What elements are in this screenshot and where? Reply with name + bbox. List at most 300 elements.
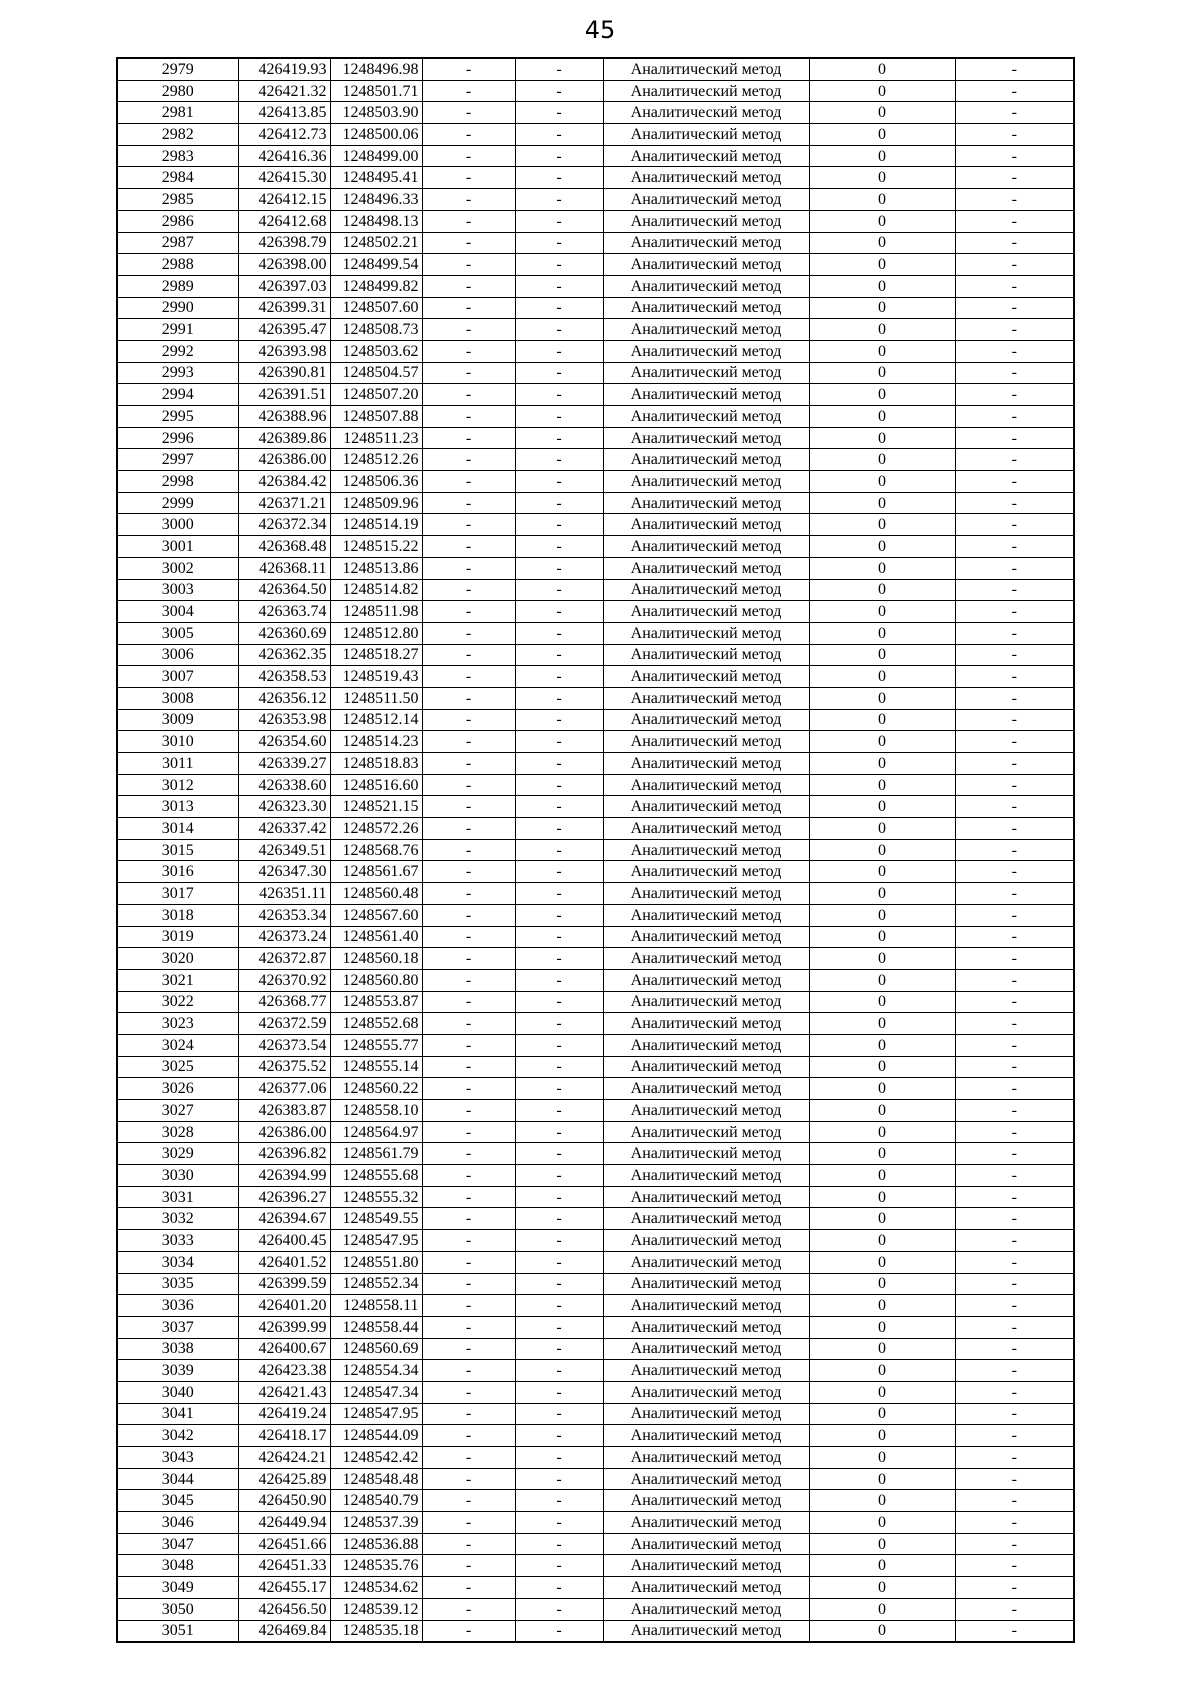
- error-cell: 0: [809, 1251, 955, 1273]
- dash-cell: -: [515, 687, 603, 709]
- error-cell: 0: [809, 1013, 955, 1035]
- point-number-cell: 2985: [117, 189, 238, 211]
- x-coordinate-cell: 426373.24: [238, 926, 330, 948]
- y-coordinate-cell: 1248507.60: [330, 297, 422, 319]
- dash-cell: -: [422, 1577, 515, 1599]
- method-cell: Аналитический метод: [603, 1620, 809, 1642]
- y-coordinate-cell: 1248561.67: [330, 861, 422, 883]
- method-cell: Аналитический метод: [603, 861, 809, 883]
- y-coordinate-cell: 1248503.62: [330, 340, 422, 362]
- dash-cell: -: [515, 1273, 603, 1295]
- dash-cell: -: [515, 1316, 603, 1338]
- dash-cell: -: [422, 1512, 515, 1534]
- dash-cell: -: [955, 601, 1074, 623]
- dash-cell: -: [422, 579, 515, 601]
- method-cell: Аналитический метод: [603, 991, 809, 1013]
- x-coordinate-cell: 426390.81: [238, 362, 330, 384]
- x-coordinate-cell: 426368.77: [238, 991, 330, 1013]
- dash-cell: -: [422, 471, 515, 493]
- table-row: [117, 709, 1074, 731]
- y-coordinate-cell: 1248536.88: [330, 1533, 422, 1555]
- dash-cell: -: [422, 1273, 515, 1295]
- table-row: [117, 536, 1074, 558]
- error-cell: 0: [809, 1381, 955, 1403]
- method-cell: Аналитический метод: [603, 536, 809, 558]
- x-coordinate-cell: 426356.12: [238, 687, 330, 709]
- error-cell: 0: [809, 384, 955, 406]
- dash-cell: -: [422, 948, 515, 970]
- point-number-cell: 3035: [117, 1273, 238, 1295]
- x-coordinate-cell: 426399.59: [238, 1273, 330, 1295]
- method-cell: Аналитический метод: [603, 471, 809, 493]
- table-row: [117, 1620, 1074, 1642]
- dash-cell: -: [955, 275, 1074, 297]
- point-number-cell: 3038: [117, 1338, 238, 1360]
- x-coordinate-cell: 426358.53: [238, 666, 330, 688]
- table-row: [117, 1490, 1074, 1512]
- error-cell: 0: [809, 167, 955, 189]
- x-coordinate-cell: 426363.74: [238, 601, 330, 623]
- x-coordinate-cell: 426337.42: [238, 818, 330, 840]
- method-cell: Аналитический метод: [603, 1165, 809, 1187]
- y-coordinate-cell: 1248564.97: [330, 1121, 422, 1143]
- error-cell: 0: [809, 991, 955, 1013]
- dash-cell: -: [955, 536, 1074, 558]
- error-cell: 0: [809, 427, 955, 449]
- x-coordinate-cell: 426451.66: [238, 1533, 330, 1555]
- method-cell: Аналитический метод: [603, 557, 809, 579]
- method-cell: Аналитический метод: [603, 1403, 809, 1425]
- error-cell: 0: [809, 1425, 955, 1447]
- dash-cell: -: [515, 601, 603, 623]
- error-cell: 0: [809, 601, 955, 623]
- y-coordinate-cell: 1248501.71: [330, 80, 422, 102]
- y-coordinate-cell: 1248561.79: [330, 1143, 422, 1165]
- dash-cell: -: [955, 926, 1074, 948]
- dash-cell: -: [515, 883, 603, 905]
- dash-cell: -: [955, 210, 1074, 232]
- dash-cell: -: [955, 449, 1074, 471]
- method-cell: Аналитический метод: [603, 514, 809, 536]
- error-cell: 0: [809, 1490, 955, 1512]
- error-cell: 0: [809, 232, 955, 254]
- dash-cell: -: [955, 1056, 1074, 1078]
- x-coordinate-cell: 426419.93: [238, 58, 330, 80]
- x-coordinate-cell: 426455.17: [238, 1577, 330, 1599]
- method-cell: Аналитический метод: [603, 1381, 809, 1403]
- dash-cell: -: [515, 124, 603, 146]
- x-coordinate-cell: 426371.21: [238, 492, 330, 514]
- x-coordinate-cell: 426377.06: [238, 1078, 330, 1100]
- point-number-cell: 2988: [117, 254, 238, 276]
- dash-cell: -: [515, 579, 603, 601]
- table-row: [117, 427, 1074, 449]
- dash-cell: -: [422, 1490, 515, 1512]
- dash-cell: -: [422, 1316, 515, 1338]
- y-coordinate-cell: 1248560.80: [330, 969, 422, 991]
- point-number-cell: 3046: [117, 1512, 238, 1534]
- point-number-cell: 3023: [117, 1013, 238, 1035]
- point-number-cell: 2980: [117, 80, 238, 102]
- method-cell: Аналитический метод: [603, 1577, 809, 1599]
- x-coordinate-cell: 426386.00: [238, 449, 330, 471]
- point-number-cell: 2983: [117, 145, 238, 167]
- dash-cell: -: [515, 861, 603, 883]
- dash-cell: -: [955, 427, 1074, 449]
- dash-cell: -: [515, 818, 603, 840]
- dash-cell: -: [515, 58, 603, 80]
- table-row: [117, 753, 1074, 775]
- y-coordinate-cell: 1248561.40: [330, 926, 422, 948]
- error-cell: 0: [809, 753, 955, 775]
- method-cell: Аналитический метод: [603, 1425, 809, 1447]
- method-cell: Аналитический метод: [603, 1230, 809, 1252]
- dash-cell: -: [515, 1295, 603, 1317]
- dash-cell: -: [422, 1447, 515, 1469]
- dash-cell: -: [955, 189, 1074, 211]
- table-row: [117, 1100, 1074, 1122]
- method-cell: Аналитический метод: [603, 319, 809, 341]
- method-cell: Аналитический метод: [603, 1273, 809, 1295]
- error-cell: 0: [809, 1165, 955, 1187]
- dash-cell: -: [515, 1230, 603, 1252]
- x-coordinate-cell: 426394.99: [238, 1165, 330, 1187]
- y-coordinate-cell: 1248560.69: [330, 1338, 422, 1360]
- point-number-cell: 2997: [117, 449, 238, 471]
- table-row: [117, 1338, 1074, 1360]
- dash-cell: -: [515, 471, 603, 493]
- dash-cell: -: [515, 297, 603, 319]
- error-cell: 0: [809, 406, 955, 428]
- table-row: [117, 926, 1074, 948]
- point-number-cell: 3000: [117, 514, 238, 536]
- error-cell: 0: [809, 818, 955, 840]
- y-coordinate-cell: 1248503.90: [330, 102, 422, 124]
- point-number-cell: 2993: [117, 362, 238, 384]
- table-row: [117, 904, 1074, 926]
- dash-cell: -: [422, 1165, 515, 1187]
- y-coordinate-cell: 1248496.33: [330, 189, 422, 211]
- x-coordinate-cell: 426383.87: [238, 1100, 330, 1122]
- table-row: [117, 1425, 1074, 1447]
- dash-cell: -: [955, 340, 1074, 362]
- method-cell: Аналитический метод: [603, 1316, 809, 1338]
- dash-cell: -: [515, 753, 603, 775]
- point-number-cell: 3043: [117, 1447, 238, 1469]
- error-cell: 0: [809, 1403, 955, 1425]
- method-cell: Аналитический метод: [603, 406, 809, 428]
- dash-cell: -: [955, 102, 1074, 124]
- y-coordinate-cell: 1248521.15: [330, 796, 422, 818]
- dash-cell: -: [515, 189, 603, 211]
- point-number-cell: 2999: [117, 492, 238, 514]
- dash-cell: -: [515, 1165, 603, 1187]
- dash-cell: -: [422, 492, 515, 514]
- x-coordinate-cell: 426372.87: [238, 948, 330, 970]
- point-number-cell: 2991: [117, 319, 238, 341]
- dash-cell: -: [422, 796, 515, 818]
- dash-cell: -: [422, 384, 515, 406]
- method-cell: Аналитический метод: [603, 622, 809, 644]
- x-coordinate-cell: 426398.00: [238, 254, 330, 276]
- error-cell: 0: [809, 1338, 955, 1360]
- dash-cell: -: [422, 1381, 515, 1403]
- table-row: [117, 167, 1074, 189]
- table-row: [117, 1598, 1074, 1620]
- method-cell: Аналитический метод: [603, 1251, 809, 1273]
- error-cell: 0: [809, 644, 955, 666]
- point-number-cell: 2992: [117, 340, 238, 362]
- method-cell: Аналитический метод: [603, 210, 809, 232]
- dash-cell: -: [515, 1555, 603, 1577]
- dash-cell: -: [955, 1447, 1074, 1469]
- x-coordinate-cell: 426393.98: [238, 340, 330, 362]
- dash-cell: -: [515, 406, 603, 428]
- y-coordinate-cell: 1248506.36: [330, 471, 422, 493]
- dash-cell: -: [515, 1512, 603, 1534]
- table-row: [117, 514, 1074, 536]
- y-coordinate-cell: 1248514.23: [330, 731, 422, 753]
- table-row: [117, 1381, 1074, 1403]
- method-cell: Аналитический метод: [603, 102, 809, 124]
- point-number-cell: 3015: [117, 839, 238, 861]
- y-coordinate-cell: 1248519.43: [330, 666, 422, 688]
- dash-cell: -: [955, 1425, 1074, 1447]
- dash-cell: -: [955, 1143, 1074, 1165]
- dash-cell: -: [515, 362, 603, 384]
- table-row: [117, 1533, 1074, 1555]
- dash-cell: -: [422, 362, 515, 384]
- dash-cell: -: [422, 731, 515, 753]
- table-row: [117, 1121, 1074, 1143]
- point-number-cell: 2990: [117, 297, 238, 319]
- dash-cell: -: [515, 948, 603, 970]
- point-number-cell: 3044: [117, 1468, 238, 1490]
- method-cell: Аналитический метод: [603, 275, 809, 297]
- table-row: [117, 1468, 1074, 1490]
- method-cell: Аналитический метод: [603, 1447, 809, 1469]
- table-row: [117, 1056, 1074, 1078]
- y-coordinate-cell: 1248512.80: [330, 622, 422, 644]
- point-number-cell: 3042: [117, 1425, 238, 1447]
- dash-cell: -: [955, 1360, 1074, 1382]
- dash-cell: -: [422, 80, 515, 102]
- dash-cell: -: [422, 883, 515, 905]
- method-cell: Аналитический метод: [603, 1512, 809, 1534]
- x-coordinate-cell: 426354.60: [238, 731, 330, 753]
- method-cell: Аналитический метод: [603, 948, 809, 970]
- table-row: [117, 861, 1074, 883]
- dash-cell: -: [955, 1100, 1074, 1122]
- dash-cell: -: [515, 1100, 603, 1122]
- table-row: [117, 102, 1074, 124]
- method-cell: Аналитический метод: [603, 579, 809, 601]
- method-cell: Аналитический метод: [603, 1186, 809, 1208]
- table-row: [117, 1447, 1074, 1469]
- point-number-cell: 3025: [117, 1056, 238, 1078]
- dash-cell: -: [955, 514, 1074, 536]
- y-coordinate-cell: 1248552.34: [330, 1273, 422, 1295]
- method-cell: Аналитический метод: [603, 796, 809, 818]
- method-cell: Аналитический метод: [603, 384, 809, 406]
- dash-cell: -: [422, 1186, 515, 1208]
- dash-cell: -: [955, 731, 1074, 753]
- error-cell: 0: [809, 1598, 955, 1620]
- error-cell: 0: [809, 1078, 955, 1100]
- y-coordinate-cell: 1248514.82: [330, 579, 422, 601]
- dash-cell: -: [422, 210, 515, 232]
- method-cell: Аналитический метод: [603, 1100, 809, 1122]
- x-coordinate-cell: 426364.50: [238, 579, 330, 601]
- y-coordinate-cell: 1248496.98: [330, 58, 422, 80]
- dash-cell: -: [955, 145, 1074, 167]
- table-row: [117, 557, 1074, 579]
- x-coordinate-cell: 426450.90: [238, 1490, 330, 1512]
- error-cell: 0: [809, 1143, 955, 1165]
- error-cell: 0: [809, 536, 955, 558]
- error-cell: 0: [809, 1273, 955, 1295]
- x-coordinate-cell: 426451.33: [238, 1555, 330, 1577]
- y-coordinate-cell: 1248542.42: [330, 1447, 422, 1469]
- error-cell: 0: [809, 557, 955, 579]
- table-row: [117, 774, 1074, 796]
- table-row: [117, 406, 1074, 428]
- dash-cell: -: [955, 1490, 1074, 1512]
- dash-cell: -: [422, 644, 515, 666]
- dash-cell: -: [422, 1013, 515, 1035]
- dash-cell: -: [955, 1555, 1074, 1577]
- dash-cell: -: [422, 1121, 515, 1143]
- y-coordinate-cell: 1248552.68: [330, 1013, 422, 1035]
- y-coordinate-cell: 1248499.54: [330, 254, 422, 276]
- x-coordinate-cell: 426396.82: [238, 1143, 330, 1165]
- dash-cell: -: [955, 644, 1074, 666]
- point-number-cell: 3022: [117, 991, 238, 1013]
- point-number-cell: 3047: [117, 1533, 238, 1555]
- point-number-cell: 3007: [117, 666, 238, 688]
- table-row: [117, 80, 1074, 102]
- error-cell: 0: [809, 210, 955, 232]
- method-cell: Аналитический метод: [603, 904, 809, 926]
- x-coordinate-cell: 426398.79: [238, 232, 330, 254]
- error-cell: 0: [809, 1295, 955, 1317]
- dash-cell: -: [955, 818, 1074, 840]
- x-coordinate-cell: 426412.73: [238, 124, 330, 146]
- dash-cell: -: [955, 1512, 1074, 1534]
- x-coordinate-cell: 426368.11: [238, 557, 330, 579]
- dash-cell: -: [422, 1100, 515, 1122]
- method-cell: Аналитический метод: [603, 1121, 809, 1143]
- dash-cell: -: [955, 1078, 1074, 1100]
- y-coordinate-cell: 1248516.60: [330, 774, 422, 796]
- error-cell: 0: [809, 275, 955, 297]
- dash-cell: -: [955, 1251, 1074, 1273]
- y-coordinate-cell: 1248500.06: [330, 124, 422, 146]
- dash-cell: -: [515, 796, 603, 818]
- error-cell: 0: [809, 861, 955, 883]
- x-coordinate-cell: 426401.20: [238, 1295, 330, 1317]
- y-coordinate-cell: 1248495.41: [330, 167, 422, 189]
- dash-cell: -: [515, 340, 603, 362]
- table-row: [117, 1403, 1074, 1425]
- dash-cell: -: [515, 991, 603, 1013]
- y-coordinate-cell: 1248537.39: [330, 1512, 422, 1534]
- dash-cell: -: [955, 883, 1074, 905]
- method-cell: Аналитический метод: [603, 753, 809, 775]
- method-cell: Аналитический метод: [603, 818, 809, 840]
- dash-cell: -: [955, 1533, 1074, 1555]
- dash-cell: -: [515, 622, 603, 644]
- error-cell: 0: [809, 362, 955, 384]
- point-number-cell: 3012: [117, 774, 238, 796]
- table-row: [117, 471, 1074, 493]
- method-cell: Аналитический метод: [603, 167, 809, 189]
- coordinates-table: [116, 57, 1075, 1643]
- y-coordinate-cell: 1248535.76: [330, 1555, 422, 1577]
- point-number-cell: 3024: [117, 1034, 238, 1056]
- dash-cell: -: [515, 80, 603, 102]
- table-row: [117, 839, 1074, 861]
- error-cell: 0: [809, 1360, 955, 1382]
- point-number-cell: 2995: [117, 406, 238, 428]
- dash-cell: -: [955, 557, 1074, 579]
- dash-cell: -: [515, 666, 603, 688]
- dash-cell: -: [515, 1490, 603, 1512]
- table-row: [117, 189, 1074, 211]
- y-coordinate-cell: 1248555.14: [330, 1056, 422, 1078]
- x-coordinate-cell: 426386.00: [238, 1121, 330, 1143]
- dash-cell: -: [955, 1273, 1074, 1295]
- y-coordinate-cell: 1248554.34: [330, 1360, 422, 1382]
- y-coordinate-cell: 1248535.18: [330, 1620, 422, 1642]
- x-coordinate-cell: 426372.59: [238, 1013, 330, 1035]
- y-coordinate-cell: 1248548.48: [330, 1468, 422, 1490]
- method-cell: Аналитический метод: [603, 1208, 809, 1230]
- dash-cell: -: [955, 58, 1074, 80]
- y-coordinate-cell: 1248511.98: [330, 601, 422, 623]
- dash-cell: -: [515, 904, 603, 926]
- table-row: [117, 601, 1074, 623]
- error-cell: 0: [809, 492, 955, 514]
- dash-cell: -: [422, 1056, 515, 1078]
- error-cell: 0: [809, 926, 955, 948]
- dash-cell: -: [515, 1034, 603, 1056]
- x-coordinate-cell: 426375.52: [238, 1056, 330, 1078]
- point-number-cell: 3004: [117, 601, 238, 623]
- x-coordinate-cell: 426394.67: [238, 1208, 330, 1230]
- x-coordinate-cell: 426353.34: [238, 904, 330, 926]
- y-coordinate-cell: 1248572.26: [330, 818, 422, 840]
- table-row: [117, 58, 1074, 80]
- dash-cell: -: [422, 969, 515, 991]
- table-row: [117, 1078, 1074, 1100]
- table-row: [117, 254, 1074, 276]
- x-coordinate-cell: 426400.67: [238, 1338, 330, 1360]
- error-cell: 0: [809, 1577, 955, 1599]
- dash-cell: -: [515, 514, 603, 536]
- dash-cell: -: [955, 1208, 1074, 1230]
- dash-cell: -: [515, 1208, 603, 1230]
- dash-cell: -: [422, 1533, 515, 1555]
- method-cell: Аналитический метод: [603, 1338, 809, 1360]
- point-number-cell: 3037: [117, 1316, 238, 1338]
- y-coordinate-cell: 1248512.26: [330, 449, 422, 471]
- dash-cell: -: [515, 839, 603, 861]
- x-coordinate-cell: 426391.51: [238, 384, 330, 406]
- dash-cell: -: [422, 622, 515, 644]
- error-cell: 0: [809, 731, 955, 753]
- dash-cell: -: [422, 514, 515, 536]
